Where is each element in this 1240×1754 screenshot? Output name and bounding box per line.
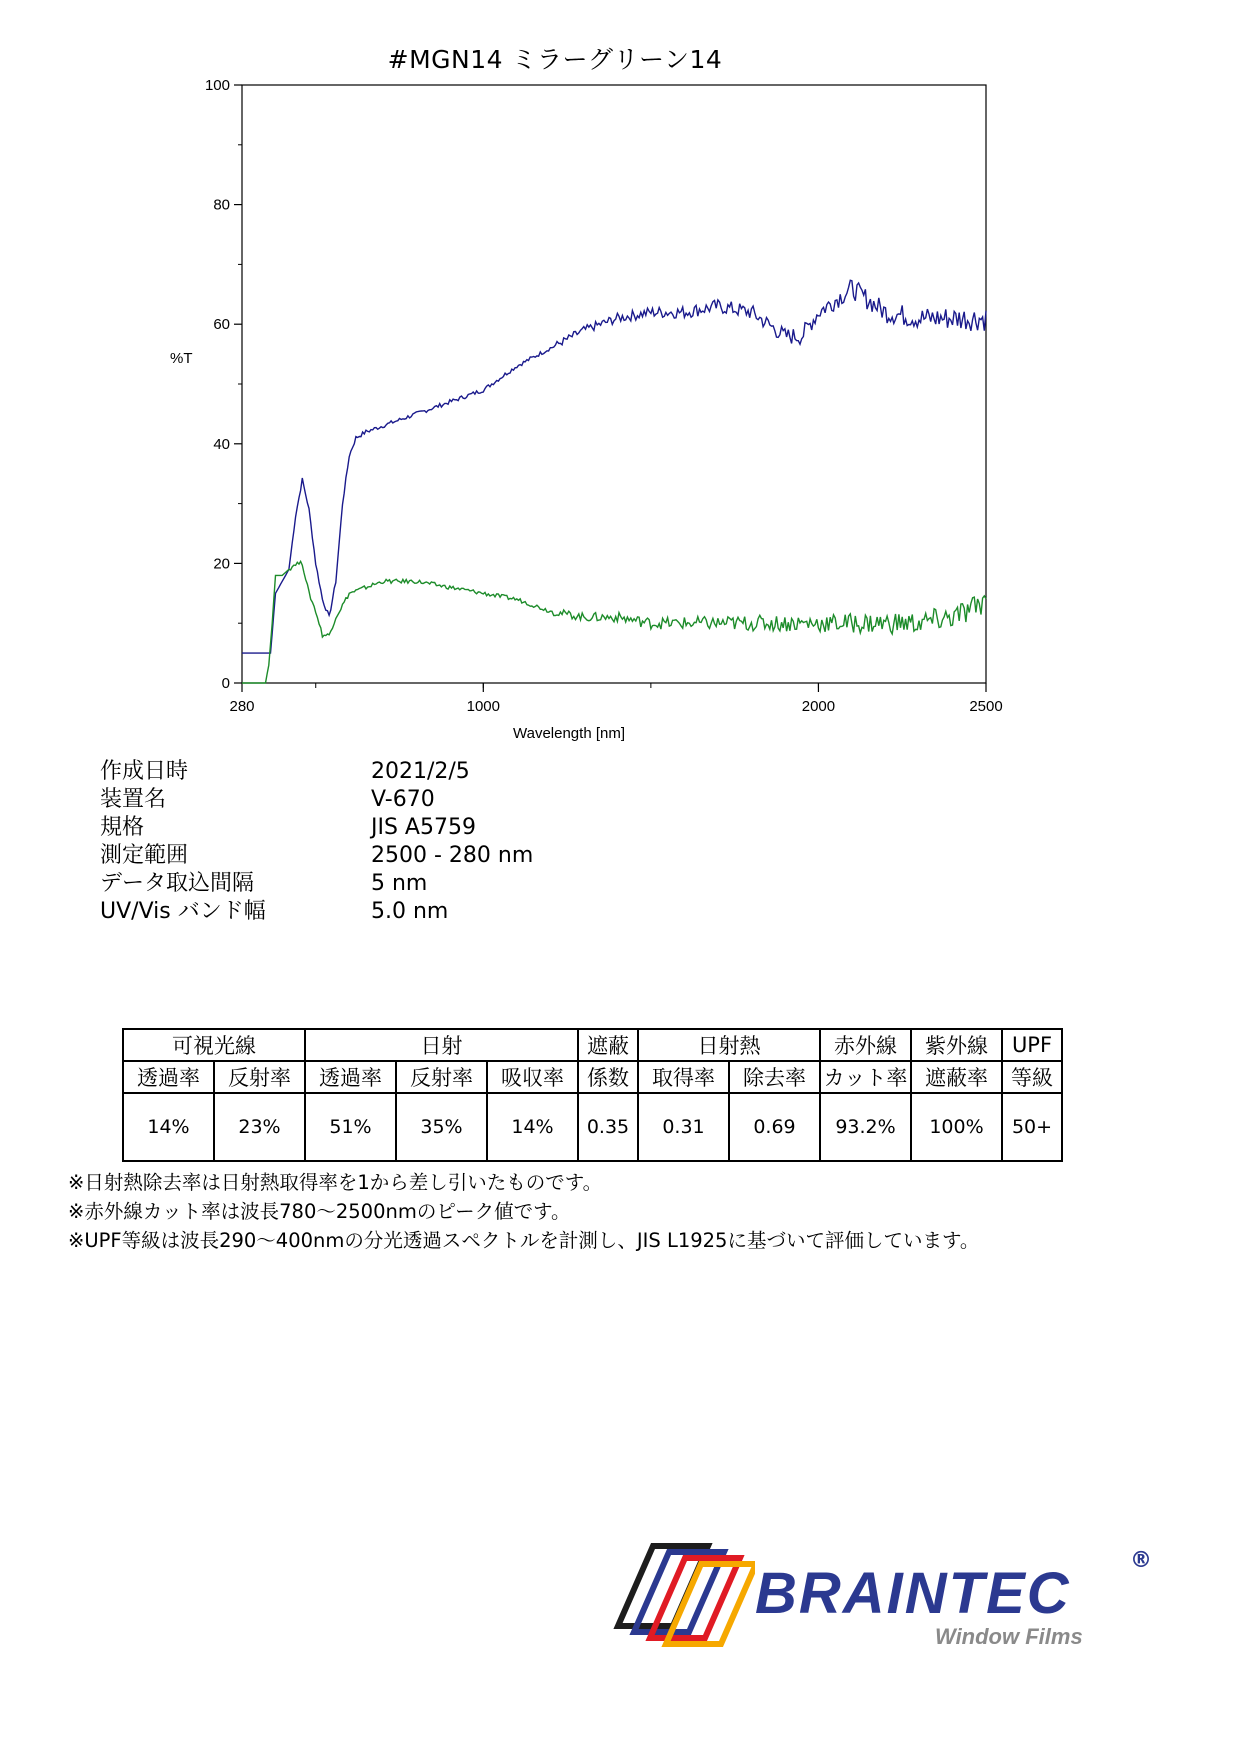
group-header: 日射熱 bbox=[638, 1029, 820, 1061]
measurement-info bbox=[100, 758, 533, 926]
table-cell: 0.35 bbox=[578, 1093, 638, 1161]
column-header: 透過率 bbox=[305, 1061, 396, 1093]
meta-value: 2500 - 280 nm bbox=[371, 843, 534, 868]
column-header: 取得率 bbox=[638, 1061, 729, 1093]
footnote: ※赤外線カット率は波長780〜2500nmのピーク値です。 bbox=[68, 1200, 571, 1223]
meta-row bbox=[100, 870, 533, 898]
column-header: 反射率 bbox=[396, 1061, 487, 1093]
column-header: 透過率 bbox=[123, 1061, 214, 1093]
y-tick-label: 0 bbox=[221, 675, 230, 692]
meta-row bbox=[100, 898, 533, 926]
registered-mark: ® bbox=[1130, 1548, 1152, 1573]
table-subheader-row bbox=[123, 1061, 1062, 1093]
meta-row bbox=[100, 814, 533, 842]
table-cell: 23% bbox=[214, 1093, 305, 1161]
table-cell: 0.69 bbox=[729, 1093, 820, 1161]
column-header: 反射率 bbox=[214, 1061, 305, 1093]
group-header: 日射 bbox=[305, 1029, 578, 1061]
x-tick-label: 1000 bbox=[466, 698, 500, 715]
table-cell: 100% bbox=[911, 1093, 1002, 1161]
brand-name: BRAINTEC bbox=[755, 1561, 1071, 1626]
group-header: 紫外線 bbox=[911, 1029, 1002, 1061]
table-cell: 93.2% bbox=[820, 1093, 911, 1161]
meta-key: UV/Vis バンド幅 bbox=[100, 899, 266, 924]
transmittance-chart bbox=[150, 75, 1010, 745]
y-tick-label: 60 bbox=[213, 316, 230, 334]
group-header: 可視光線 bbox=[123, 1029, 305, 1061]
meta-value: V-670 bbox=[371, 787, 435, 812]
meta-row bbox=[100, 786, 533, 814]
x-tick-label: 2500 bbox=[969, 698, 1003, 715]
y-axis-label: %T bbox=[170, 350, 193, 368]
table-group-row bbox=[123, 1029, 1062, 1061]
group-header: UPF bbox=[1002, 1029, 1062, 1061]
column-header: 係数 bbox=[578, 1061, 638, 1093]
table-cell: 35% bbox=[396, 1093, 487, 1161]
meta-value: JIS A5759 bbox=[371, 815, 476, 840]
column-header: 等級 bbox=[1002, 1061, 1062, 1093]
column-header: 吸収率 bbox=[487, 1061, 578, 1093]
footnote: ※日射熱除去率は日射熱取得率を1から差し引いたものです。 bbox=[68, 1171, 603, 1194]
footnote: ※UPF等級は波長290〜400nmの分光透過スペクトルを計測し、JIS L1925に基づいて評価しています。 bbox=[68, 1229, 980, 1252]
table-cell: 51% bbox=[305, 1093, 396, 1161]
y-tick-label: 20 bbox=[213, 555, 230, 573]
meta-key: 装置名 bbox=[100, 787, 167, 812]
table-cell: 14% bbox=[487, 1093, 578, 1161]
meta-value: 2021/2/5 bbox=[371, 759, 470, 784]
meta-value: 5 nm bbox=[371, 871, 428, 896]
page-title: #MGN14 ミラーグリーン14 bbox=[387, 45, 723, 74]
plot-frame bbox=[242, 85, 986, 683]
y-tick-label: 40 bbox=[213, 435, 230, 453]
brand-subtitle: Window Films bbox=[935, 1624, 1083, 1649]
x-tick-label: 280 bbox=[229, 698, 255, 715]
meta-key: データ取込間隔 bbox=[100, 871, 255, 896]
table-cell: 14% bbox=[123, 1093, 214, 1161]
meta-key: 規格 bbox=[100, 815, 145, 840]
x-axis-label: Wavelength [nm] bbox=[513, 725, 625, 742]
x-tick-label: 2000 bbox=[801, 698, 836, 715]
performance-table bbox=[122, 1028, 1063, 1162]
y-tick-label: 100 bbox=[204, 77, 230, 94]
series-line bbox=[242, 561, 986, 683]
braintec-logo bbox=[605, 1540, 1165, 1650]
meta-key: 測定範囲 bbox=[100, 843, 189, 868]
column-header: カット率 bbox=[820, 1061, 911, 1093]
column-header: 除去率 bbox=[729, 1061, 820, 1093]
meta-row bbox=[100, 758, 533, 786]
meta-key: 作成日時 bbox=[100, 759, 189, 784]
meta-value: 5.0 nm bbox=[371, 899, 449, 924]
series-line bbox=[242, 280, 986, 653]
column-header: 遮蔽率 bbox=[911, 1061, 1002, 1093]
logo-frames-icon bbox=[605, 1540, 755, 1650]
group-header: 赤外線 bbox=[820, 1029, 911, 1061]
table-row bbox=[123, 1093, 1062, 1161]
group-header: 遮蔽 bbox=[578, 1029, 638, 1061]
table-cell: 50+ bbox=[1002, 1093, 1062, 1161]
footnotes bbox=[68, 1168, 979, 1255]
meta-row bbox=[100, 842, 533, 870]
table-cell: 0.31 bbox=[638, 1093, 729, 1161]
y-tick-label: 80 bbox=[213, 196, 230, 214]
